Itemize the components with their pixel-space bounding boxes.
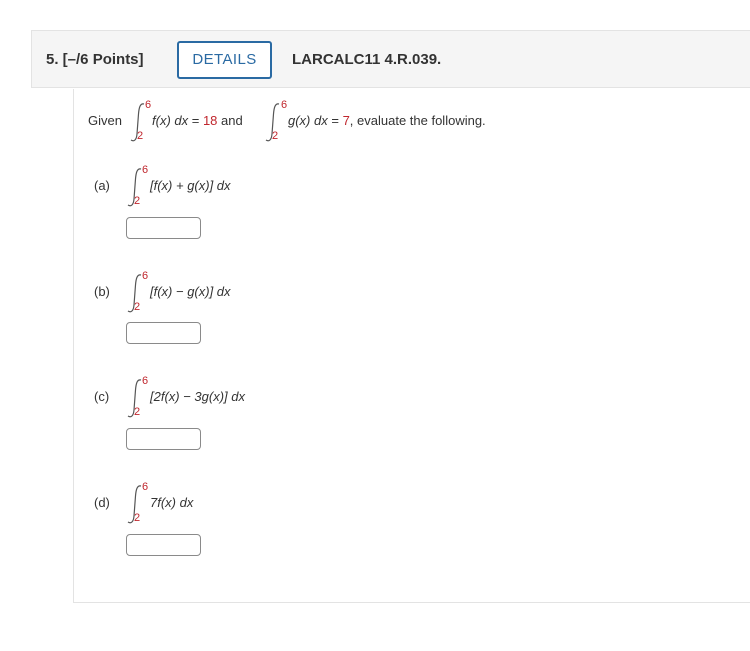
g-upper-limit: 6 [281,99,288,111]
part-d-label: (d) [94,495,110,510]
g-integrand: g(x) dx [288,113,328,128]
details-button[interactable]: DETAILS [177,41,272,79]
f-upper-limit: 6 [145,99,152,111]
part-b-label: (b) [94,284,110,299]
part-b-upper-limit: 6 [142,270,149,282]
part-c-integrand: [2f(x) − 3g(x)] dx [150,389,245,404]
part-a-label: (a) [94,178,110,193]
g-equals: = [327,113,343,128]
problem-code: LARCALC11 4.R.039. [292,51,442,68]
part-d-lower-limit: 2 [134,512,141,524]
part-c-answer-input[interactable] [126,428,201,450]
part-a-lower-limit: 2 [134,195,141,207]
part-c-lower-limit: 2 [134,406,141,418]
given-f-expression [152,113,243,128]
part-a-answer-input[interactable] [126,217,201,239]
instruction-tail: , evaluate the following. [349,113,486,128]
f-integrand: f(x) dx [152,113,189,128]
part-a-upper-limit: 6 [142,164,149,176]
part-b-answer-input[interactable] [126,322,201,344]
given-word: Given [88,113,122,128]
part-d-answer-input[interactable] [126,534,201,556]
question-panel [73,89,750,603]
part-d-upper-limit: 6 [142,481,149,493]
part-b-integrand: [f(x) − g(x)] dx [150,284,231,299]
part-c-label: (c) [94,389,110,404]
f-equals: = [188,113,203,128]
g-lower-limit: 2 [272,130,279,142]
part-a-integrand: [f(x) + g(x)] dx [150,178,231,193]
f-lower-limit: 2 [137,130,144,142]
f-integral-value: 18 [202,113,218,128]
question-points-label: 5. [–/6 Points] [46,51,144,68]
question-header [31,30,750,88]
part-d-integrand: 7f(x) dx [150,495,194,510]
part-c-upper-limit: 6 [142,375,149,387]
and-word: and [217,113,243,128]
given-g-expression [288,113,486,128]
g-integral-value: 7 [342,113,350,128]
part-b-lower-limit: 2 [134,301,141,313]
